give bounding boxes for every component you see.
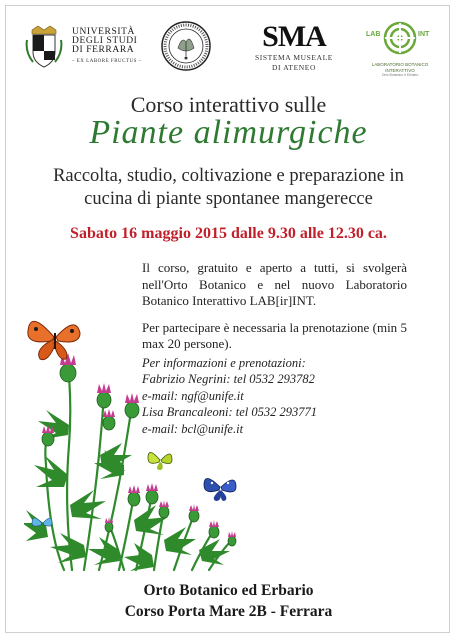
contact-line-1: Fabrizio Negrini: tel 0532 293782 xyxy=(142,372,315,387)
info-paragraph-2: Per partecipare è necessaria la prenotazione (min 5 max 20 persone). xyxy=(142,319,407,351)
university-name-line-1: UNIVERSITÀ xyxy=(72,27,135,37)
contact-email-1[interactable]: e-mail: ngf@unife.it xyxy=(142,388,244,403)
coat-of-arms-icon xyxy=(24,24,64,70)
contact-line-2: Lisa Brancaleoni: tel 0532 293771 xyxy=(142,405,317,420)
museum-system-logo xyxy=(254,22,334,74)
venue-address: Corso Porta Mare 2B - Ferrara xyxy=(124,603,333,620)
contact-email-2[interactable]: e-mail: bcl@unife.it xyxy=(142,421,244,436)
sma-line-1: SISTEMA MUSEALE xyxy=(255,53,333,62)
svg-text:LAB: LAB xyxy=(366,31,381,38)
lab-line-1: LABORATORIO BOTANICO xyxy=(371,62,429,67)
sma-line-2: DI ATENEO xyxy=(272,63,316,72)
info-paragraph-1: Il corso, gratuito e aperto a tutti, si svolgerà nell'Orto Botanico e nel nuovo Laboratorio Botanico Interattivo LAB[ir]INT. xyxy=(142,260,407,308)
university-logo xyxy=(24,22,144,74)
course-title: Corso interattivo sulle xyxy=(130,92,327,117)
seal-logo xyxy=(160,20,212,72)
university-motto: – EX LABORE FRUCTUS – xyxy=(72,59,142,64)
contacts-block xyxy=(142,355,412,437)
yellow-green-butterfly-icon xyxy=(148,452,172,470)
orange-butterfly-icon xyxy=(28,321,80,359)
seal-icon xyxy=(160,20,212,72)
course-subject: Piante alimurgiche xyxy=(89,114,368,151)
course-description: Raccolta, studio, coltivazione e preparazione in cucina di piante spontanee mangerecce xyxy=(53,166,404,209)
lab-line-2: INTERATTIVO xyxy=(385,68,415,73)
university-name-line-3: DI FERRARA xyxy=(72,45,135,55)
info-block xyxy=(142,260,407,363)
logo-strip xyxy=(0,18,457,78)
lab-logo xyxy=(360,20,440,80)
university-name-line-2: DEGLI STUDI xyxy=(72,36,138,46)
lab-swirl-icon xyxy=(360,20,440,56)
svg-text:INT: INT xyxy=(418,31,430,38)
venue-name: Orto Botanico ed Erbario xyxy=(143,582,314,599)
lab-line-3: Orto Botanico e Erbario xyxy=(381,73,419,77)
event-date: Sabato 16 maggio 2015 dalle 9.30 alle 12.30 ca. xyxy=(70,225,387,242)
sma-mark: SMA xyxy=(262,20,326,53)
contacts-heading: Per informazioni e prenotazioni: xyxy=(142,356,306,370)
blue-butterfly-icon xyxy=(204,478,236,501)
